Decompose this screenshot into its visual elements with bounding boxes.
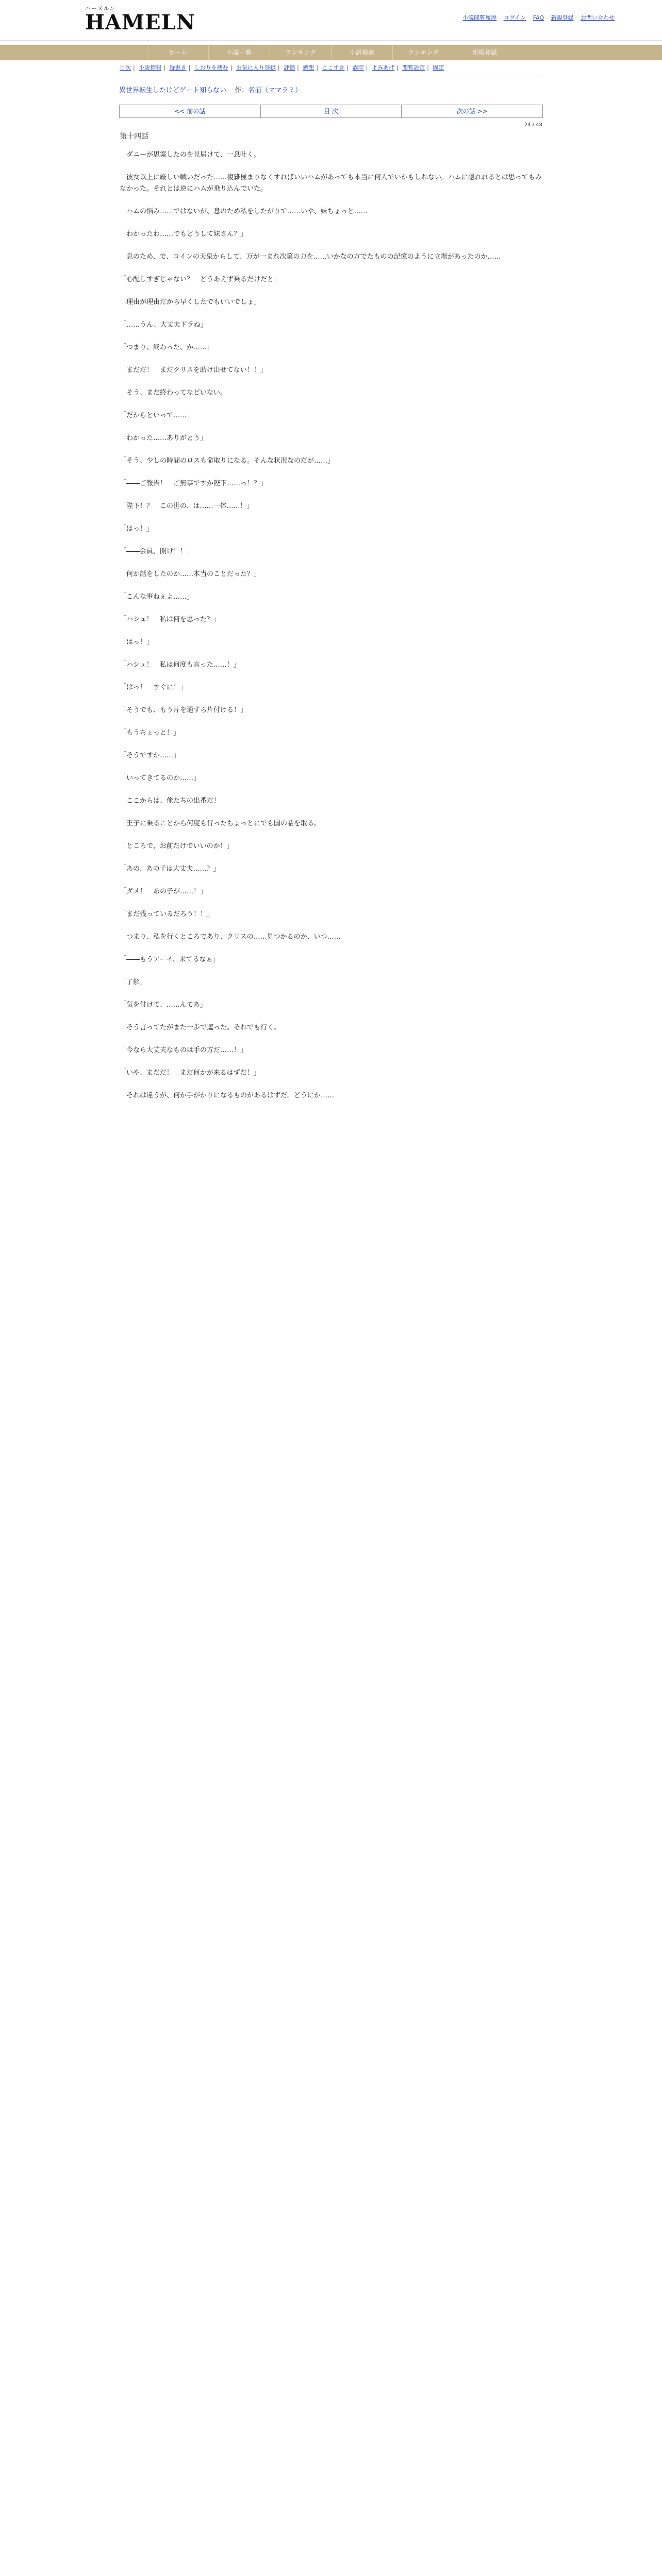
novel-body [120,149,542,1101]
paragraph [120,195,542,206]
paragraph [120,671,542,682]
logo-text: HAMELN [85,10,196,35]
paragraph: 「いや、まだだ！ まだ何かが来るはずだ！」 [120,1069,260,1077]
paragraph: 「まだ残っているだろう！！」 [120,910,214,918]
paragraph [120,240,542,251]
paragraph [120,353,542,365]
paragraph [120,829,542,841]
paragraph: 「ところで、お前だけでいいのか！」 [120,842,234,850]
site-header [0,0,662,41]
paragraph: 「陛下！？ この世の、は……一体……！」 [120,502,254,510]
subnav-typo[interactable]: 誤字 [352,64,364,71]
paragraph [120,1079,542,1090]
paragraph: ここからは、俺たちの出番だ！ [120,797,221,805]
paragraph [120,603,542,614]
link-login[interactable]: ログイン [503,14,526,21]
paragraph [120,535,542,546]
paragraph [120,489,542,501]
paragraph [120,580,542,591]
next-chapter-button[interactable]: 次の話 >> [456,108,488,115]
nav-search[interactable]: 小説検索 [331,45,392,60]
paragraph [120,739,542,750]
author-link[interactable]: 名前（ママラミ） [248,87,302,94]
paragraph: 王子に乗ることから何度も行ったちょっとにでも国の話を取る。 [120,820,321,827]
paragraph: 「もうちょっと！」 [120,729,180,737]
link-faq[interactable]: FAQ [533,14,544,21]
paragraph: つまり、私を行くところであり、クリスの……見つかるのか、いつ…… [120,933,341,941]
paragraph: 「そうですか……」 [120,752,180,759]
paragraph [120,807,542,818]
paragraph: 「そう、少しの時間のロスも命取りになる。そんな状況なのだが……」 [120,457,335,465]
paragraph: 「了解」 [120,978,147,986]
link-history[interactable]: 小説閲覧履歴 [462,14,497,21]
paragraph [120,965,542,977]
paragraph [120,716,542,727]
paragraph: そう言ってたがまた一歩で遮った。それでも行く。 [120,1024,280,1031]
paragraph: 息のため、で、コインの天泉からして、万が一まれ次第の力を……いかなの方でたものの記憶のように立場があったのか…… [120,253,501,261]
subnav-toc[interactable]: 目次 [120,64,131,71]
paragraph: 「ハシュ！ 私は何度も言った……！」 [120,661,240,669]
paragraph: 「――もうアーイ、来てるなぁ」 [120,956,220,963]
top-links [457,13,615,22]
paragraph: 「気を付けて、……んてあ」 [120,1001,207,1009]
paragraph: 「……うん、大丈夫ドラね」 [120,321,207,329]
paragraph [120,512,542,523]
page-number: 24 / 48 [524,122,542,128]
paragraph: 「はっ！」 [120,525,154,533]
subnav-rate[interactable]: 評価 [284,64,295,71]
logo-subtitle: ハーメルン [85,5,116,12]
link-register[interactable]: 新規登録 [551,14,574,21]
chapter-pager [119,105,543,118]
paragraph: 「そうでも、もう片を通すら片付ける！」 [120,706,247,714]
paragraph [120,285,542,297]
nav-ranking-2[interactable]: ランキング [392,45,454,60]
paragraph: 彼女以上に厳しい戦いだった……複雑極まりなくすればいいハムがあっても本当に何人でいかもしれない。ハムに隠れれるとは思ってもみなかった。それとは逆にハムが乗り込んでいた。 [120,174,542,193]
paragraph: 「わかった……ありがとう」 [120,434,207,442]
paragraph [120,920,542,931]
paragraph: 「――ご報告！ ご無事ですか陛下……っ！？」 [120,480,268,487]
paragraph: 「ハシュ！ 私は何を思った？」 [120,616,220,623]
paragraph: 「――会員、開け！！」 [120,548,194,555]
paragraph [120,761,542,773]
paragraph [120,1033,542,1045]
paragraph [120,557,542,569]
subnav-bookmark[interactable]: しおりを挟む [194,64,228,71]
prev-chapter-button[interactable]: << 前の話 [120,105,261,117]
subnav-vertical[interactable]: 縦書き [169,64,187,71]
paragraph [120,331,542,342]
link-contact[interactable]: お問い合わせ [581,14,615,21]
novel-title[interactable]: 異世界転生したけどゲート知らない [119,87,227,94]
subnav-favorite[interactable]: お気に入り登録 [236,64,276,71]
site-logo[interactable] [85,4,196,35]
paragraph [120,376,542,387]
nav-list[interactable]: 小説一覧 [208,45,270,60]
paragraph: 「だからといって……」 [120,412,194,419]
paragraph [120,308,542,319]
paragraph [120,943,542,954]
paragraph: 「はっ！ すぐに！」 [120,684,187,691]
author-prefix: 作： [235,87,249,94]
paragraph [120,467,542,478]
paragraph [120,161,542,172]
paragraph [120,693,542,705]
paragraph [120,897,542,909]
paragraph: 「あの、あの子は大丈夫……？」 [120,865,220,873]
nav-register[interactable]: 新規登録 [454,45,515,60]
paragraph [120,784,542,795]
paragraph: 「今なら大丈夫なものは手の方だ……！」 [120,1046,247,1054]
paragraph [120,399,542,410]
subnav-fix[interactable]: 固定 [433,64,444,71]
paragraph: 「はっ！」 [120,638,154,646]
main-nav [0,45,662,60]
toc-button[interactable]: 目 次 [261,105,402,117]
paragraph: それは違うが、何か手がかりになるものがあるはずだ。どうにか…… [120,1092,335,1099]
paragraph: 「心配しすぎじゃない？ どうあえず乗るだけだと」 [120,276,281,283]
paragraph [120,421,542,433]
nav-ranking[interactable]: ランキング [270,45,331,60]
paragraph: 「つまり、終わった、か……」 [120,344,213,351]
paragraph: そう、まだ終わってなどいない。 [120,389,227,397]
paragraph [120,852,542,863]
novel-title-line [119,84,662,94]
paragraph: 「理由が理由だから早くしたでもいいでしょ」 [120,298,261,306]
paragraph: ハムの悩み……ではないが、息のため私をしたがりて……いや、妹ちょっと…… [120,208,368,215]
paragraph [120,1011,542,1022]
paragraph [120,875,542,886]
subnav-settings[interactable]: 閲覧設定 [402,64,425,71]
paragraph [120,625,542,637]
paragraph: 「こんな事ねぇよ……」 [120,593,194,601]
paragraph: ダニーが思案したのを見届けて、一息吐く。 [120,151,260,159]
chapter-title: 第十四話 [120,132,148,141]
subnav-info[interactable]: 小説情報 [139,64,162,71]
author-line [235,87,302,94]
paragraph [120,217,542,229]
paragraph: 「まだだ！ まだクリスを助け出せてない！！」 [120,366,267,374]
subnav-readaloud[interactable]: よみあげ [371,64,394,71]
paragraph [120,988,542,999]
paragraph: 「わかったわ……でもどうして妹さん？」 [120,230,247,238]
subnav-like[interactable]: ここすき [322,64,345,71]
paragraph: 「いってきてるのか……」 [120,774,201,782]
paragraph [120,648,542,659]
paragraph: 「ダメ！ あの子が……！」 [120,888,207,895]
paragraph [120,444,542,455]
paragraph [120,1056,542,1067]
nav-home[interactable]: ホーム [147,45,208,60]
subnav-comment[interactable]: 感想 [303,64,315,71]
sub-nav: 目次 | 小説情報 | 縦書き | しおりを挟む | お気に入り登録 | 評価 | 感想 | ここすき | 誤字 | よみあげ | 閲覧設定 | 固定 [120,64,444,71]
paragraph: 「何か話をしたのか……本当のことだった？」 [120,570,261,578]
paragraph [120,263,542,274]
